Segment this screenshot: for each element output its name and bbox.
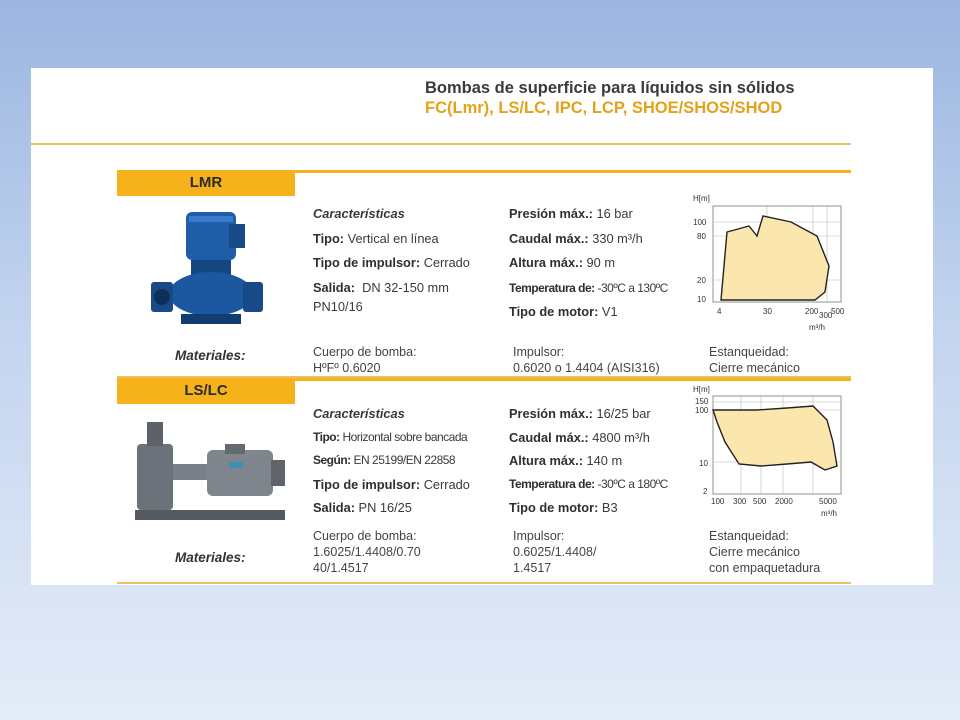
chart-xlabel: m³/h <box>821 509 837 518</box>
material-value: HºFº 0.6020 <box>313 361 381 375</box>
performance-chart-lmr <box>687 188 847 338</box>
spec-value: 4800 m³/h <box>592 429 650 445</box>
inlet-port <box>154 289 170 305</box>
spec-value: EN 25199/EN 22858 <box>353 453 456 467</box>
performance-column <box>509 402 668 520</box>
spec-label: Tipo de impulsor: <box>313 255 421 270</box>
spec-value: Horizontal sobre bancada <box>342 429 468 444</box>
spec-value: -30ºC a 180ºC <box>597 476 668 491</box>
baseplate <box>135 510 285 520</box>
spec-label: Temperatura de: <box>509 280 595 295</box>
section-lmr <box>117 170 851 380</box>
material-seal <box>709 344 800 376</box>
material-label: Cuerpo de bomba: <box>313 529 417 543</box>
x-tick: 4 <box>717 307 722 316</box>
material-label: Impulsor: <box>513 529 565 543</box>
section-header-line <box>295 378 851 381</box>
x-tick: 500 <box>831 307 845 316</box>
material-body <box>313 344 417 376</box>
spec-label: Según: <box>313 453 351 467</box>
spec-label: Salida: <box>313 279 355 295</box>
title-block <box>425 78 845 118</box>
x-tick: 500 <box>753 497 767 506</box>
page-subtitle: FC(Lmr), LS/LC, IPC, LCP, SHOE/SHOS/SHOD <box>425 99 783 117</box>
material-label: Estanqueidad: <box>709 529 789 543</box>
spec-value: V1 <box>601 304 618 319</box>
pump-casing <box>169 272 253 316</box>
pump-volute <box>137 444 173 510</box>
material-label: Estanqueidad: <box>709 345 789 359</box>
material-impeller <box>513 344 660 376</box>
spec-row <box>509 251 668 276</box>
spec-label: Presión máx.: <box>509 206 593 221</box>
x-tick: 5000 <box>819 497 837 506</box>
spec-value: DN 32-150 mm <box>362 279 449 295</box>
spec-row <box>313 276 470 301</box>
spec-value: Cerrado <box>423 255 470 270</box>
terminal-box <box>229 224 245 248</box>
spec-label: Caudal máx.: <box>509 230 589 246</box>
material-value: 40/1.4517 <box>313 561 369 575</box>
material-impeller <box>513 528 596 576</box>
section-header: LMR <box>117 170 295 196</box>
spec-label: Temperatura de: <box>509 476 595 491</box>
spec-value: B3 <box>601 500 618 515</box>
y-tick: 10 <box>699 459 708 468</box>
material-value: 1.4517 <box>513 561 552 575</box>
spec-row <box>509 202 668 227</box>
outlet-flange <box>243 282 263 312</box>
spec-row <box>313 496 470 520</box>
chart-ylabel: H[m] <box>693 385 710 394</box>
x-tick: 200 <box>805 307 819 316</box>
spec-row <box>509 276 668 301</box>
characteristics-header: Características <box>313 406 405 421</box>
spec-row <box>509 300 668 325</box>
spec-label: Tipo: <box>313 429 340 444</box>
spec-label: Salida: <box>313 500 355 515</box>
motor-highlight <box>189 216 233 222</box>
spec-row <box>313 473 470 497</box>
material-seal <box>709 528 820 576</box>
bearing-bracket <box>173 464 207 480</box>
material-label: Cuerpo de bomba: <box>313 345 417 359</box>
spec-label: Tipo: <box>313 230 345 246</box>
material-value: 0.6020 o 1.4404 (AISI316) <box>513 361 660 375</box>
title-divider <box>31 143 851 145</box>
x-tick: 300 <box>733 497 747 506</box>
y-tick: 150 <box>695 397 709 406</box>
spec-value: 16 bar <box>596 206 633 221</box>
material-label: Impulsor: <box>513 345 565 359</box>
terminal-box <box>225 444 245 454</box>
spec-value: 330 m³/h <box>592 230 643 246</box>
section-header-line <box>295 170 851 173</box>
spec-row <box>313 227 470 252</box>
pump-base <box>181 314 241 324</box>
discharge-nozzle <box>147 422 163 446</box>
spec-label: Altura máx.: <box>509 453 583 468</box>
y-tick: 100 <box>693 218 707 227</box>
spec-row <box>313 300 470 314</box>
spec-row <box>509 227 668 252</box>
page-title: Bombas de superficie para líquidos sin sólidos <box>425 79 795 97</box>
spec-value: PN 16/25 <box>358 500 412 515</box>
section-lslc <box>117 378 851 584</box>
performance-chart-lslc <box>687 382 851 528</box>
spec-row <box>313 426 470 450</box>
spec-label: Tipo de motor: <box>509 500 599 515</box>
characteristics-column <box>313 402 470 520</box>
y-tick: 20 <box>697 276 706 285</box>
motor-body <box>207 450 273 496</box>
chart-ylabel: H[m] <box>693 194 710 203</box>
materials-label: Materiales: <box>175 550 246 565</box>
material-value: Cierre mecánico <box>709 361 801 375</box>
performance-column <box>509 202 668 325</box>
spec-row <box>313 251 470 276</box>
spec-row <box>509 402 668 426</box>
horizontal-pump-image <box>125 414 295 534</box>
spec-value: Vertical en línea <box>347 230 439 246</box>
spec-label: Presión máx.: <box>509 406 593 421</box>
material-body <box>313 528 421 576</box>
material-value: Cierre mecánico <box>709 545 801 559</box>
spec-label: Caudal máx.: <box>509 429 589 445</box>
characteristics-header: Características <box>313 206 405 221</box>
chart-xlabel: m³/h <box>809 323 825 332</box>
x-tick: 30 <box>763 307 772 316</box>
bottom-divider <box>117 582 851 584</box>
material-value: 0.6025/1.4408/ <box>513 545 597 559</box>
spec-value: 140 m <box>586 453 623 468</box>
spec-label: Tipo de impulsor: <box>313 476 421 492</box>
section-header: LS/LC <box>117 378 295 404</box>
materials-label: Materiales: <box>175 348 246 363</box>
spec-value: PN10/16 <box>313 299 363 314</box>
y-tick: 10 <box>697 295 706 304</box>
y-tick: 2 <box>703 487 708 496</box>
x-tick: 300 <box>819 311 833 320</box>
spec-label: Tipo de motor: <box>509 304 599 319</box>
x-tick: 100 <box>711 497 725 506</box>
x-tick: 2000 <box>775 497 793 506</box>
nameplate <box>229 462 243 468</box>
characteristics-column <box>313 202 470 314</box>
spec-row <box>509 426 668 450</box>
y-tick: 80 <box>697 232 706 241</box>
fan-cover <box>271 460 285 486</box>
spec-row <box>313 449 470 473</box>
spec-row <box>509 473 668 497</box>
material-value: 1.6025/1.4408/0.70 <box>313 545 421 559</box>
spec-row <box>509 449 668 473</box>
vertical-pump-image <box>131 204 271 344</box>
spec-label: Altura máx.: <box>509 255 583 270</box>
spec-value: Cerrado <box>423 476 470 492</box>
spec-value: -30ºC a 130ºC <box>597 280 668 295</box>
spec-row <box>509 496 668 520</box>
spec-value: 16/25 bar <box>596 406 651 421</box>
y-tick: 100 <box>695 406 709 415</box>
material-value: con empaquetadura <box>709 561 821 575</box>
spec-value: 90 m <box>586 255 615 270</box>
slide <box>31 68 933 585</box>
